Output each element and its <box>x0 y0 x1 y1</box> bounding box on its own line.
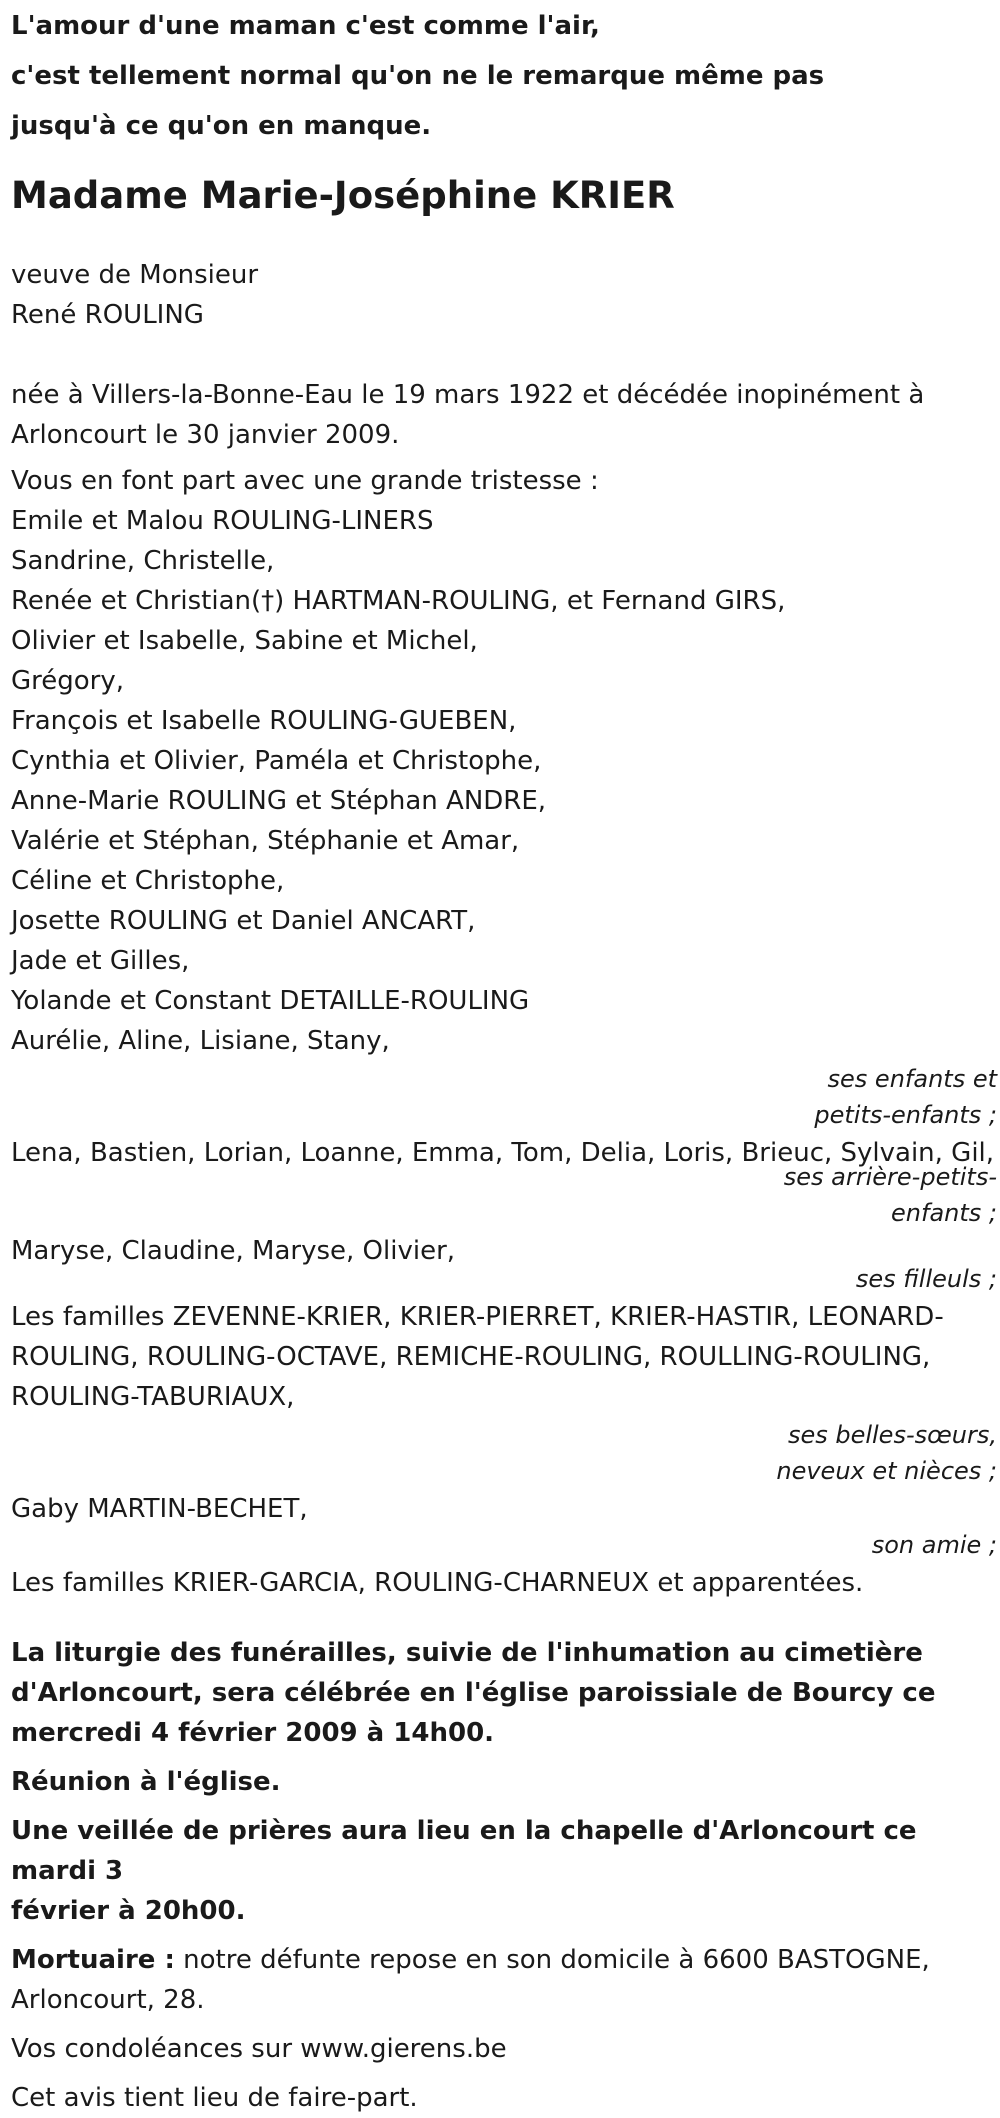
relation-families <box>11 1417 999 1489</box>
other-families: Les familles KRIER-GARCIA, ROULING-CHARNEUX et apparentées. <box>11 1568 864 1598</box>
widow-of <box>11 255 999 335</box>
family-line: Renée et Christian(†) HARTMAN-ROULING, et Fernand GIRS, <box>11 586 786 616</box>
relation-label: son amie ; <box>871 1531 997 1559</box>
quote-line: jusqu'à ce qu'on en manque. <box>11 111 432 141</box>
family-line: Josette ROULING et Daniel ANCART, <box>11 906 476 936</box>
family-line: Céline et Christophe, <box>11 866 285 896</box>
mortuary-info <box>11 1940 999 2020</box>
liturgy-line: d'Arloncourt, sera célébrée en l'église paroissiale de Bourcy ce <box>11 1678 936 1708</box>
family-line: Cynthia et Olivier, Paméla et Christophe, <box>11 746 542 776</box>
family-line: Olivier et Isabelle, Sabine et Michel, <box>11 626 478 656</box>
quote-line: c'est tellement normal qu'on ne le remarque même pas <box>11 61 825 91</box>
families-list <box>11 1297 999 1417</box>
families-line: ROULING-TABURIAUX, <box>11 1382 295 1412</box>
relation-label: ses enfants et petits-enfants ; <box>814 1065 997 1129</box>
relation-friend <box>11 1527 999 1563</box>
announce-text: Vous en font part avec une grande tristesse : <box>11 466 599 496</box>
birth-death-line: Arloncourt le 30 janvier 2009. <box>11 420 400 450</box>
widow-line: René ROULING <box>11 300 204 330</box>
quote-line: L'amour d'une maman c'est comme l'air, <box>11 11 600 41</box>
liturgy-line: mercredi 4 février 2009 à 14h00. <box>11 1718 495 1748</box>
vigil-info <box>11 1811 999 1931</box>
family-line: Valérie et Stéphan, Stéphanie et Amar, <box>11 826 520 856</box>
birth-death-line: née à Villers-la-Bonne-Eau le 19 mars 1922 et décédée inopinément à <box>11 380 925 410</box>
family-line: François et Isabelle ROULING-GUEBEN, <box>11 706 517 736</box>
notice-info: Cet avis tient lieu de faire-part. <box>11 2083 418 2113</box>
deceased-name: Madame Marie-Joséphine KRIER <box>11 174 675 217</box>
mortuary-address: Arloncourt, 28. <box>11 1985 205 2015</box>
relation-label: ses arrière-petits-enfants ; <box>783 1163 997 1227</box>
relation-children <box>11 1061 999 1133</box>
mortuary-line <box>11 1940 999 1980</box>
family-children-list <box>11 501 999 1061</box>
family-line: Yolande et Constant DETAILLE-ROULING <box>11 986 530 1016</box>
vigil-line: Une veillée de prières aura lieu en la chapelle d'Arloncourt ce mardi 3 <box>11 1816 917 1886</box>
family-line: Sandrine, Christelle, <box>11 546 275 576</box>
mortuary-text: notre défunte repose en son domicile à 6600 BASTOGNE, <box>174 1945 930 1975</box>
mortuary-label: Mortuaire : <box>11 1945 175 1975</box>
obituary-notice <box>0 1 999 2118</box>
opening-quote <box>11 1 999 151</box>
godchildren-list: Maryse, Claudine, Maryse, Olivier, <box>11 1236 456 1266</box>
family-line: Anne-Marie ROULING et Stéphan ANDRE, <box>11 786 547 816</box>
family-line: Jade et Gilles, <box>11 946 190 976</box>
reunion-info: Réunion à l'église. <box>11 1767 281 1797</box>
liturgy-line: La liturgie des funérailles, suivie de l'inhumation au cimetière <box>11 1638 923 1668</box>
families-line: Les familles ZEVENNE-KRIER, KRIER-PIERRET, KRIER-HASTIR, LEONARD- <box>11 1302 944 1332</box>
great-grandchildren-list: Lena, Bastien, Lorian, Loanne, Emma, Tom, Delia, Loris, Brieuc, Sylvain, Gil, <box>11 1138 995 1168</box>
condolences-info: Vos condoléances sur www.gierens.be <box>11 2034 507 2064</box>
friend-name: Gaby MARTIN-BECHET, <box>11 1494 308 1524</box>
relation-label: ses belles-sœurs, neveux et nièces ; <box>776 1421 997 1485</box>
widow-line: veuve de Monsieur <box>11 260 259 290</box>
vigil-line: février à 20h00. <box>11 1896 246 1926</box>
family-line: Emile et Malou ROULING-LINERS <box>11 506 434 536</box>
relation-label: ses filleuls ; <box>855 1265 997 1293</box>
liturgy-info <box>11 1633 999 1753</box>
birth-death-info <box>11 375 999 455</box>
family-line: Aurélie, Aline, Lisiane, Stany, <box>11 1026 390 1056</box>
families-line: ROULING, ROULING-OCTAVE, REMICHE-ROULING, ROULLING-ROULING, <box>11 1342 931 1372</box>
family-line: Grégory, <box>11 666 125 696</box>
